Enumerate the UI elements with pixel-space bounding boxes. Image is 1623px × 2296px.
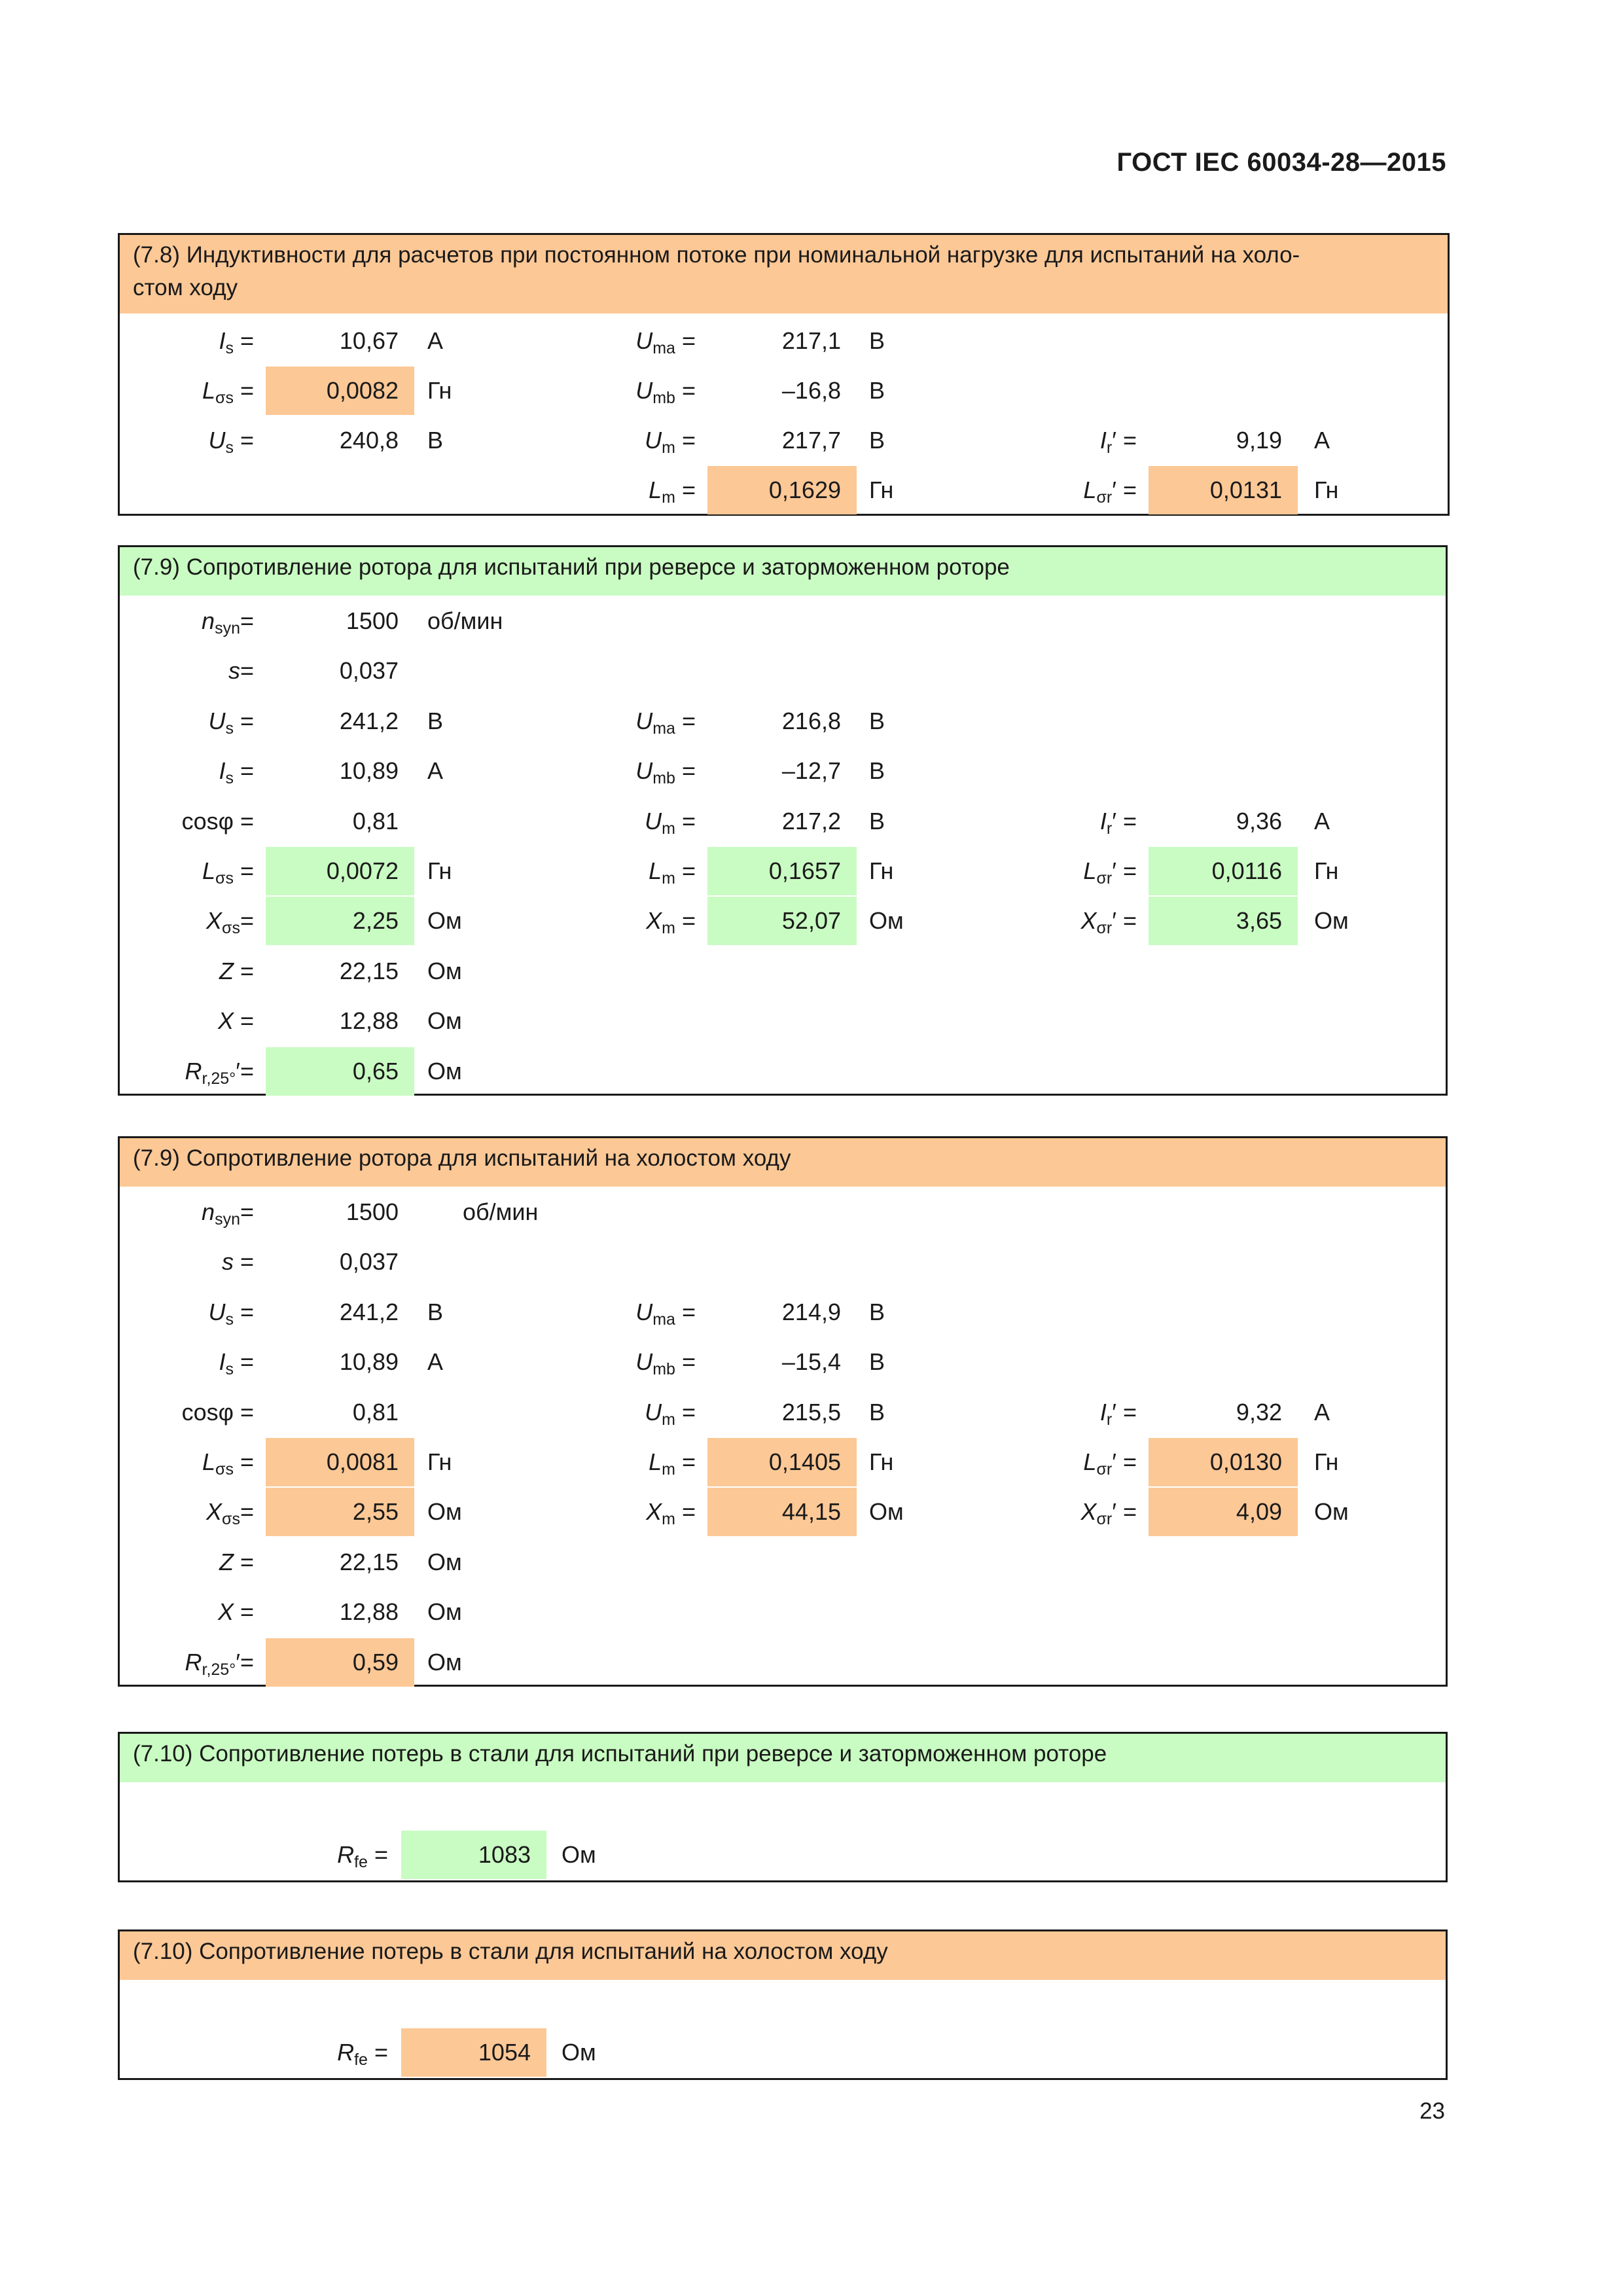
parameter-symbol: s bbox=[221, 1248, 234, 1276]
parameter-label bbox=[120, 317, 696, 365]
parameter-equals: = bbox=[367, 1841, 388, 1868]
parameter-value: 1500 bbox=[346, 607, 399, 634]
parameter-subscript: mb bbox=[652, 389, 675, 407]
parameter-label bbox=[120, 1588, 254, 1636]
parameter-equals: = bbox=[675, 757, 696, 785]
parameter-label bbox=[120, 1438, 1137, 1486]
parameter-equals: = bbox=[675, 1298, 696, 1325]
parameter-subscript: r,25° bbox=[202, 1069, 236, 1088]
parameter-subscript: ma bbox=[652, 339, 675, 357]
parameter-equals: = bbox=[675, 476, 696, 503]
parameter-subscript: m bbox=[662, 1510, 675, 1529]
parameter-equals: = bbox=[233, 957, 254, 984]
parameter-symbol: X bbox=[206, 1498, 223, 1526]
parameter-subscript: σs bbox=[215, 389, 234, 407]
parameter-equals: ′ = bbox=[1112, 857, 1137, 884]
parameter-subscript: r bbox=[1106, 439, 1113, 457]
parameter-label bbox=[120, 2028, 388, 2077]
parameter-subscript: σs bbox=[222, 1510, 240, 1529]
parameter-subscript: s bbox=[225, 439, 234, 457]
unit-label: Ом bbox=[427, 1648, 462, 1676]
unit-label: А bbox=[1314, 1398, 1330, 1426]
unit-label: В bbox=[869, 1298, 885, 1325]
section-title bbox=[120, 235, 1448, 314]
parameter-symbol: n bbox=[202, 607, 215, 634]
parameter-symbol: X bbox=[1080, 1498, 1097, 1526]
unit-label: Ом bbox=[562, 2039, 596, 2066]
parameter-equals: ′ = bbox=[1112, 907, 1137, 935]
parameter-symbol: U bbox=[645, 427, 662, 454]
parameter-symbol: R bbox=[337, 1841, 355, 1868]
parameter-symbol: L bbox=[202, 857, 216, 884]
parameter-value: 10,89 bbox=[339, 1348, 399, 1376]
parameter-label bbox=[120, 597, 254, 645]
parameter-symbol: U bbox=[635, 707, 653, 734]
parameter-subscript: syn bbox=[215, 619, 240, 637]
parameter-equals: = bbox=[675, 1398, 696, 1426]
parameter-equals: = bbox=[675, 1348, 696, 1376]
unit-label: Ом bbox=[427, 1548, 462, 1575]
parameter-value: 216,8 bbox=[781, 707, 841, 734]
parameter-equals: = bbox=[233, 1548, 254, 1575]
parameter-value: 12,88 bbox=[339, 1007, 399, 1035]
highlighted-value: 44,15 bbox=[707, 1488, 857, 1536]
unit-label: Ом bbox=[427, 1598, 462, 1626]
parameter-equals: = bbox=[675, 907, 696, 935]
parameter-symbol: X bbox=[1080, 907, 1097, 935]
parameter-equals: = bbox=[240, 657, 254, 685]
parameter-value: 217,1 bbox=[781, 327, 841, 354]
parameter-value: 0,81 bbox=[352, 1398, 399, 1426]
parameter-subscript: r bbox=[1106, 819, 1113, 838]
parameter-symbol: U bbox=[635, 1298, 653, 1325]
unit-label: Гн bbox=[869, 1448, 894, 1475]
parameter-subscript: syn bbox=[215, 1210, 240, 1229]
parameter-equals: = bbox=[675, 427, 696, 454]
parameter-label bbox=[120, 1388, 1137, 1437]
parameter-value: 241,2 bbox=[339, 707, 399, 734]
parameter-label bbox=[120, 1488, 1137, 1536]
parameter-equals: = bbox=[233, 377, 254, 404]
highlighted-value: 52,07 bbox=[707, 897, 857, 945]
parameter-value: 9,32 bbox=[1236, 1398, 1282, 1426]
unit-label: Ом bbox=[427, 1057, 462, 1085]
unit-label: А bbox=[1314, 427, 1330, 454]
unit-label: Ом bbox=[427, 907, 462, 935]
parameter-subscript: σs bbox=[215, 1460, 234, 1479]
parameter-equals: = bbox=[233, 1398, 254, 1426]
parameter-subscript: fe bbox=[354, 2051, 368, 2069]
parameter-equals: ′= bbox=[236, 1648, 254, 1676]
parameter-value: 214,9 bbox=[781, 1298, 841, 1325]
parameter-symbol: I bbox=[219, 757, 226, 785]
parameter-equals: ′ = bbox=[1112, 1498, 1137, 1526]
parameter-equals: = bbox=[240, 1198, 254, 1225]
parameter-symbol: I bbox=[1099, 1398, 1107, 1426]
parameter-label bbox=[120, 1238, 254, 1286]
parameter-symbol: L bbox=[1083, 476, 1097, 503]
parameter-subscript: r bbox=[1106, 1410, 1113, 1429]
unit-label: В bbox=[869, 1398, 885, 1426]
section-title: (7.9) Сопротивление ротора для испытаний на холостом ходу bbox=[120, 1138, 1446, 1187]
parameter-subscript: s bbox=[225, 1360, 234, 1379]
parameter-equals: = bbox=[233, 707, 254, 734]
unit-label: Гн bbox=[1314, 476, 1339, 503]
parameter-symbol: L bbox=[1083, 857, 1097, 884]
parameter-equals: = bbox=[233, 427, 254, 454]
unit-label: В bbox=[869, 757, 885, 785]
unit-label: Гн bbox=[869, 857, 894, 884]
parameter-subscript: s bbox=[225, 769, 234, 788]
parameter-equals: = bbox=[233, 857, 254, 884]
parameter-subscript: σr bbox=[1096, 1510, 1113, 1529]
section-title-line: стом ходу bbox=[133, 275, 238, 300]
unit-label: Ом bbox=[427, 957, 462, 984]
parameter-subscript: s bbox=[225, 339, 234, 357]
parameter-equals: = bbox=[675, 707, 696, 734]
parameter-symbol: s bbox=[228, 657, 240, 685]
parameter-equals: = bbox=[240, 607, 254, 634]
parameter-equals: ′= bbox=[236, 1057, 254, 1085]
unit-label: Ом bbox=[869, 1498, 904, 1526]
parameter-symbol: X bbox=[217, 1007, 234, 1035]
parameter-equals: ′ = bbox=[1112, 427, 1137, 454]
parameter-symbol: X bbox=[646, 1498, 662, 1526]
unit-label: В bbox=[869, 427, 885, 454]
highlighted-value: 0,1629 bbox=[707, 466, 857, 514]
unit-label: Гн bbox=[1314, 857, 1339, 884]
parameter-label bbox=[120, 416, 1137, 465]
parameter-equals: ′ = bbox=[1112, 1398, 1137, 1426]
highlighted-value: 1083 bbox=[401, 1831, 546, 1879]
parameter-value: 10,89 bbox=[339, 757, 399, 785]
parameter-value: 241,2 bbox=[339, 1298, 399, 1325]
unit-label: В bbox=[869, 1348, 885, 1376]
highlighted-value: 4,09 bbox=[1149, 1488, 1298, 1536]
highlighted-value: 0,0131 bbox=[1149, 466, 1298, 514]
parameter-subscript: σs bbox=[215, 869, 234, 888]
parameter-subscript: mb bbox=[652, 769, 675, 788]
parameter-equals: ′ = bbox=[1112, 1448, 1137, 1475]
highlighted-value: 0,0116 bbox=[1149, 847, 1298, 895]
parameter-value: 10,67 bbox=[339, 327, 399, 354]
parameter-equals: = bbox=[233, 807, 254, 834]
parameter-symbol: R bbox=[185, 1057, 202, 1085]
parameter-label bbox=[120, 897, 1137, 945]
parameter-value: 217,2 bbox=[781, 807, 841, 834]
parameter-value: 1500 bbox=[346, 1198, 399, 1225]
parameter-subscript: ma bbox=[652, 719, 675, 738]
parameter-label bbox=[120, 797, 1137, 846]
parameter-subscript: σs bbox=[222, 919, 240, 938]
unit-label: В bbox=[869, 327, 885, 354]
parameter-value: –16,8 bbox=[781, 377, 841, 404]
highlighted-value: 0,1405 bbox=[707, 1438, 857, 1486]
parameter-label bbox=[120, 1831, 388, 1879]
parameter-symbol: U bbox=[208, 1298, 226, 1325]
parameter-subscript: m bbox=[662, 1460, 675, 1479]
page-number: 23 bbox=[1419, 2098, 1445, 2124]
parameter-symbol: Z bbox=[219, 957, 234, 984]
section-title: (7.9) Сопротивление ротора для испытаний при реверсе и заторможенном роторе bbox=[120, 547, 1446, 596]
highlighted-value: 1054 bbox=[401, 2028, 546, 2077]
section-7-10-iron-loss-locked bbox=[118, 1732, 1448, 1882]
highlighted-value: 2,25 bbox=[266, 897, 414, 945]
parameter-equals: = bbox=[675, 1448, 696, 1475]
parameter-symbol: I bbox=[219, 1348, 226, 1376]
unit-label: Ом bbox=[427, 1007, 462, 1035]
parameter-symbol: I bbox=[219, 327, 226, 354]
parameter-symbol: L bbox=[202, 1448, 216, 1475]
document-header: ГОСТ IEC 60034-28—2015 bbox=[1116, 148, 1446, 177]
highlighted-value: 0,1657 bbox=[707, 847, 857, 895]
section-title: (7.10) Сопротивление потерь в стали для испытаний на холостом ходу bbox=[120, 1931, 1446, 1980]
unit-label: об/мин bbox=[463, 1198, 539, 1225]
unit-label: Ом bbox=[869, 907, 904, 935]
parameter-equals: = bbox=[233, 757, 254, 785]
unit-label: А bbox=[427, 327, 444, 354]
parameter-subscript: σr bbox=[1096, 869, 1113, 888]
parameter-label bbox=[120, 1047, 254, 1096]
parameter-label bbox=[120, 747, 696, 795]
parameter-symbol: n bbox=[202, 1198, 215, 1225]
section-title: (7.10) Сопротивление потерь в стали для испытаний при реверсе и заторможенном роторе bbox=[120, 1734, 1446, 1782]
parameter-subscript: m bbox=[662, 488, 675, 507]
unit-label: В bbox=[869, 707, 885, 734]
parameter-symbol: X bbox=[217, 1598, 234, 1626]
parameter-label bbox=[120, 1188, 254, 1236]
parameter-subscript: s bbox=[225, 1310, 234, 1329]
parameter-symbol: L bbox=[649, 1448, 662, 1475]
parameter-value: 22,15 bbox=[339, 957, 399, 984]
highlighted-value: 0,65 bbox=[266, 1047, 414, 1096]
section-7-10-iron-loss-no-load bbox=[118, 1929, 1448, 2080]
unit-label: А bbox=[427, 757, 444, 785]
unit-label: об/мин bbox=[427, 607, 503, 634]
parameter-label bbox=[120, 647, 254, 695]
parameter-equals: ′ = bbox=[1112, 807, 1137, 834]
highlighted-value: 3,65 bbox=[1149, 897, 1298, 945]
unit-label: В bbox=[869, 377, 885, 404]
highlighted-value: 0,0072 bbox=[266, 847, 414, 895]
parameter-equals: = bbox=[367, 2039, 388, 2066]
parameter-equals: = bbox=[233, 1248, 254, 1276]
parameter-value: 22,15 bbox=[339, 1548, 399, 1575]
highlighted-value: 0,59 bbox=[266, 1638, 414, 1687]
highlighted-value: 0,0130 bbox=[1149, 1438, 1298, 1486]
unit-label: В bbox=[427, 707, 444, 734]
parameter-symbol: U bbox=[635, 327, 653, 354]
parameter-value: 0,037 bbox=[339, 1248, 399, 1276]
parameter-subscript: m bbox=[662, 439, 675, 457]
unit-label: Гн bbox=[1314, 1448, 1339, 1475]
parameter-symbol: U bbox=[645, 807, 662, 834]
parameter-equals: = bbox=[233, 1598, 254, 1626]
unit-label: Ом bbox=[427, 1498, 462, 1526]
parameter-symbol: cosφ bbox=[181, 1398, 234, 1426]
section-7-9-rotor-resistance-locked bbox=[118, 545, 1448, 1096]
parameter-value: 0,81 bbox=[352, 807, 399, 834]
parameter-label bbox=[120, 1338, 696, 1386]
parameter-symbol: L bbox=[202, 377, 216, 404]
unit-label: В bbox=[427, 427, 444, 454]
parameter-value: –15,4 bbox=[781, 1348, 841, 1376]
parameter-value: 9,19 bbox=[1236, 427, 1282, 454]
parameter-label bbox=[120, 1538, 254, 1587]
parameter-subscript: m bbox=[662, 1410, 675, 1429]
parameter-symbol: X bbox=[206, 907, 223, 935]
parameter-symbol: U bbox=[635, 757, 653, 785]
unit-label: Ом bbox=[562, 1841, 596, 1868]
parameter-symbol: cosφ bbox=[181, 807, 234, 834]
highlighted-value: 0,0081 bbox=[266, 1438, 414, 1486]
parameter-subscript: σr bbox=[1096, 919, 1113, 938]
parameter-symbol: U bbox=[635, 377, 653, 404]
parameter-value: 215,5 bbox=[781, 1398, 841, 1426]
parameter-subscript: m bbox=[662, 869, 675, 888]
parameter-symbol: R bbox=[337, 2039, 355, 2066]
parameter-equals: = bbox=[675, 807, 696, 834]
parameter-value: 12,88 bbox=[339, 1598, 399, 1626]
parameter-symbol: X bbox=[646, 907, 662, 935]
unit-label: А bbox=[1314, 807, 1330, 834]
section-title-line: (7.8) Индуктивности для расчетов при постоянном потоке при номинальной нагрузке для испытаний на холо- bbox=[133, 242, 1300, 268]
parameter-equals: = bbox=[233, 327, 254, 354]
parameter-equals: = bbox=[675, 857, 696, 884]
section-7-8-inductances bbox=[118, 233, 1450, 516]
parameter-label bbox=[120, 997, 254, 1045]
parameter-subscript: s bbox=[225, 719, 234, 738]
parameter-equals: = bbox=[675, 377, 696, 404]
unit-label: Гн bbox=[869, 476, 894, 503]
section-7-9-rotor-resistance-no-load bbox=[118, 1136, 1448, 1687]
unit-label: Ом bbox=[1314, 1498, 1349, 1526]
parameter-symbol: U bbox=[208, 707, 226, 734]
unit-label: Ом bbox=[1314, 907, 1349, 935]
parameter-equals: ′ = bbox=[1112, 476, 1137, 503]
unit-label: Гн bbox=[427, 377, 452, 404]
parameter-subscript: fe bbox=[354, 1853, 368, 1871]
parameter-value: 0,037 bbox=[339, 657, 399, 685]
parameter-equals: = bbox=[675, 1498, 696, 1526]
parameter-subscript: ma bbox=[652, 1310, 675, 1329]
parameter-equals: = bbox=[233, 1298, 254, 1325]
parameter-subscript: σr bbox=[1096, 488, 1113, 507]
parameter-label bbox=[120, 367, 696, 415]
parameter-symbol: U bbox=[635, 1348, 653, 1376]
parameter-subscript: mb bbox=[652, 1360, 675, 1379]
unit-label: А bbox=[427, 1348, 444, 1376]
parameter-label bbox=[120, 466, 1137, 514]
unit-label: В bbox=[869, 807, 885, 834]
parameter-value: –12,7 bbox=[781, 757, 841, 785]
parameter-label bbox=[120, 847, 1137, 895]
parameter-symbol: R bbox=[185, 1648, 202, 1676]
parameter-value: 9,36 bbox=[1236, 807, 1282, 834]
parameter-symbol: L bbox=[649, 476, 662, 503]
parameter-symbol: L bbox=[1083, 1448, 1097, 1475]
unit-label: В bbox=[427, 1298, 444, 1325]
parameter-symbol: U bbox=[645, 1398, 662, 1426]
parameter-equals: = bbox=[240, 1498, 254, 1526]
parameter-subscript: σr bbox=[1096, 1460, 1113, 1479]
parameter-label bbox=[120, 947, 254, 996]
parameter-label bbox=[120, 1288, 696, 1336]
parameter-label bbox=[120, 1638, 254, 1687]
parameter-symbol: U bbox=[208, 427, 226, 454]
parameter-subscript: m bbox=[662, 819, 675, 838]
parameter-equals: = bbox=[233, 1348, 254, 1376]
parameter-symbol: Z bbox=[219, 1548, 234, 1575]
parameter-symbol: I bbox=[1099, 807, 1107, 834]
parameter-equals: = bbox=[240, 907, 254, 935]
highlighted-value: 0,0082 bbox=[266, 367, 414, 415]
parameter-value: 217,7 bbox=[781, 427, 841, 454]
highlighted-value: 2,55 bbox=[266, 1488, 414, 1536]
parameter-symbol: I bbox=[1099, 427, 1107, 454]
parameter-value: 240,8 bbox=[339, 427, 399, 454]
parameter-equals: = bbox=[675, 327, 696, 354]
unit-label: Гн bbox=[427, 857, 452, 884]
unit-label: Гн bbox=[427, 1448, 452, 1475]
parameter-symbol: L bbox=[649, 857, 662, 884]
parameter-subscript: m bbox=[662, 919, 675, 938]
parameter-label bbox=[120, 697, 696, 745]
parameter-subscript: r,25° bbox=[202, 1660, 236, 1679]
parameter-equals: = bbox=[233, 1448, 254, 1475]
parameter-equals: = bbox=[233, 1007, 254, 1035]
